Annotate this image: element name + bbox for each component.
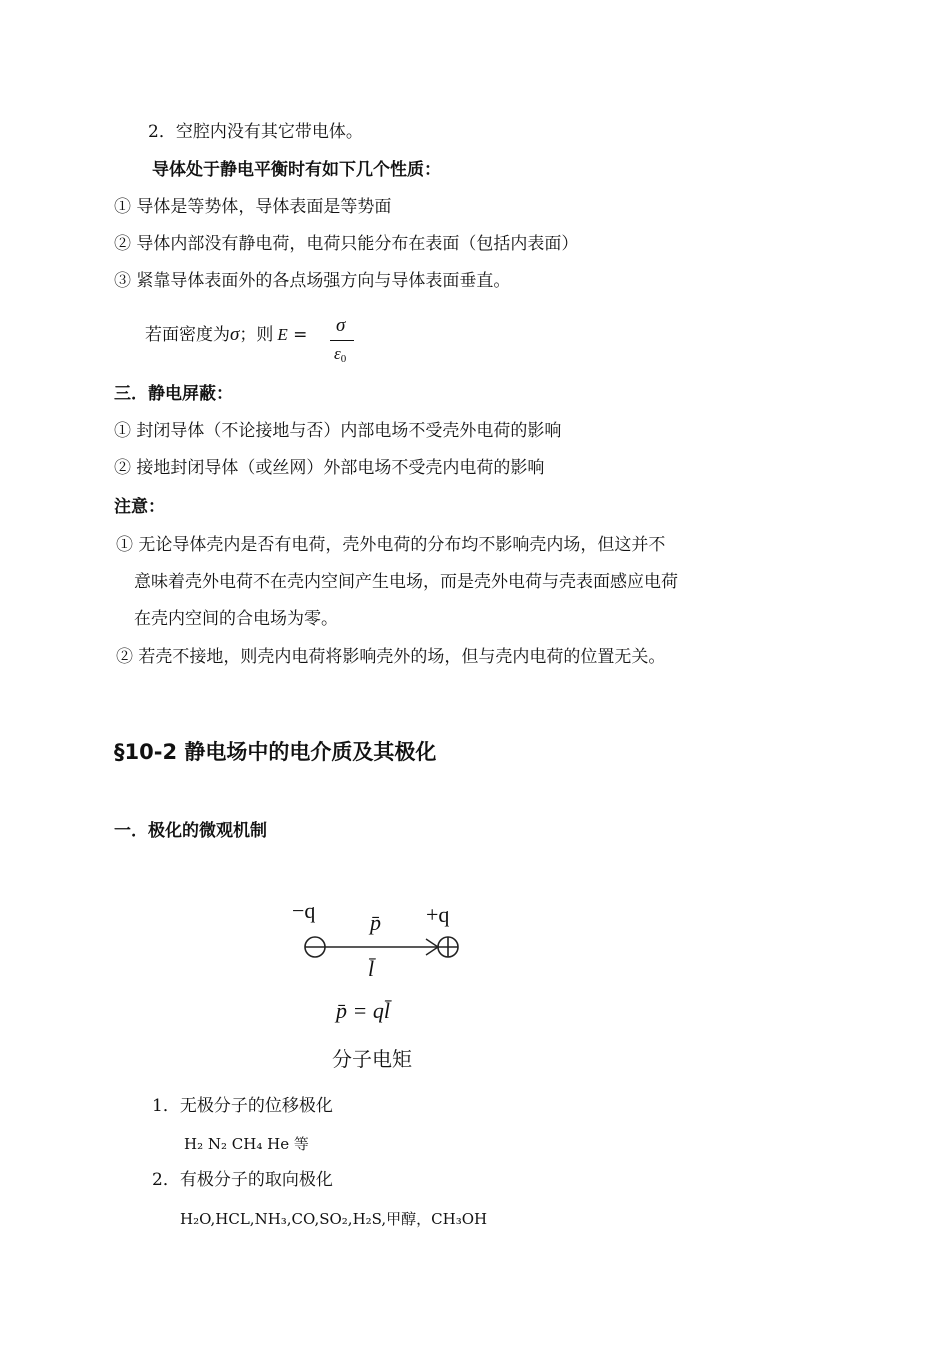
sigma-symbol: σ: [230, 324, 240, 345]
note-1-line1: ① 无论导体壳内是否有电荷，壳外电荷的分布均不影响壳内场，但这并不: [116, 535, 666, 555]
surface-density-formula: [145, 325, 307, 345]
fraction-denominator: $\varepsilon_0$: [334, 344, 347, 365]
negative-charge-label: −q: [292, 898, 316, 923]
shielding-2: ② 接地封闭导体（或丝网）外部电场不受壳内电荷的影响: [114, 458, 545, 478]
line-cavity-no-charge: 2．空腔内没有其它带电体。: [148, 122, 363, 142]
formula-prefix: 若面密度为: [145, 325, 230, 345]
property-2: ② 导体内部没有静电荷，电荷只能分布在表面（包括内表面）: [114, 234, 579, 254]
field-symbol: E: [277, 325, 288, 344]
note-1-line2: 意味着壳外电荷不在壳内空间产生电场，而是壳外电荷与壳表面感应电荷: [134, 572, 678, 592]
item-nonpolar-examples: H₂ N₂ CH₄ He 等: [184, 1135, 309, 1153]
heading-equilibrium-properties: 导体处于静电平衡时有如下几个性质：: [152, 160, 441, 180]
dipole-diagram: [280, 895, 480, 1085]
item-polar-examples: H₂O,HCL,NH₃,CO,SO₂,H₂S,甲醇，CH₃OH: [180, 1210, 488, 1228]
diagram-caption: 分子电矩: [332, 1047, 412, 1071]
subsection-title: 一．极化的微观机制: [114, 821, 267, 841]
shielding-1: ① 封闭导体（不论接地与否）内部电场不受壳外电荷的影响: [114, 421, 562, 441]
fraction-numerator: σ: [336, 315, 346, 336]
property-1: ① 导体是等势体，导体表面是等势面: [114, 197, 392, 217]
dipole-equation: p̄ = ql̄: [336, 998, 390, 1023]
note-2: ② 若壳不接地，则壳内电荷将影响壳外的场，但与壳内电荷的位置无关。: [116, 647, 666, 667]
equals-sign: =: [287, 325, 308, 345]
property-3: ③ 紧靠导体表面外的各点场强方向与导体表面垂直。: [114, 271, 511, 291]
section-title: §10-2 静电场中的电介质及其极化: [114, 740, 437, 764]
dipole-moment-label: p̄: [370, 910, 381, 935]
heading-note: 注意：: [114, 497, 165, 517]
fraction: [330, 316, 356, 366]
positive-charge-label: +q: [426, 902, 450, 927]
item-polar: 2．有极分子的取向极化: [152, 1170, 333, 1190]
note-1-line3: 在壳内空间的合电场为零。: [134, 609, 338, 629]
item-nonpolar: 1．无极分子的位移极化: [152, 1096, 333, 1116]
formula-mid: ；则: [239, 325, 274, 345]
fraction-bar: [330, 340, 354, 341]
heading-electrostatic-shielding: 三．静电屏蔽：: [114, 384, 233, 404]
separation-label: l̄: [368, 956, 375, 981]
